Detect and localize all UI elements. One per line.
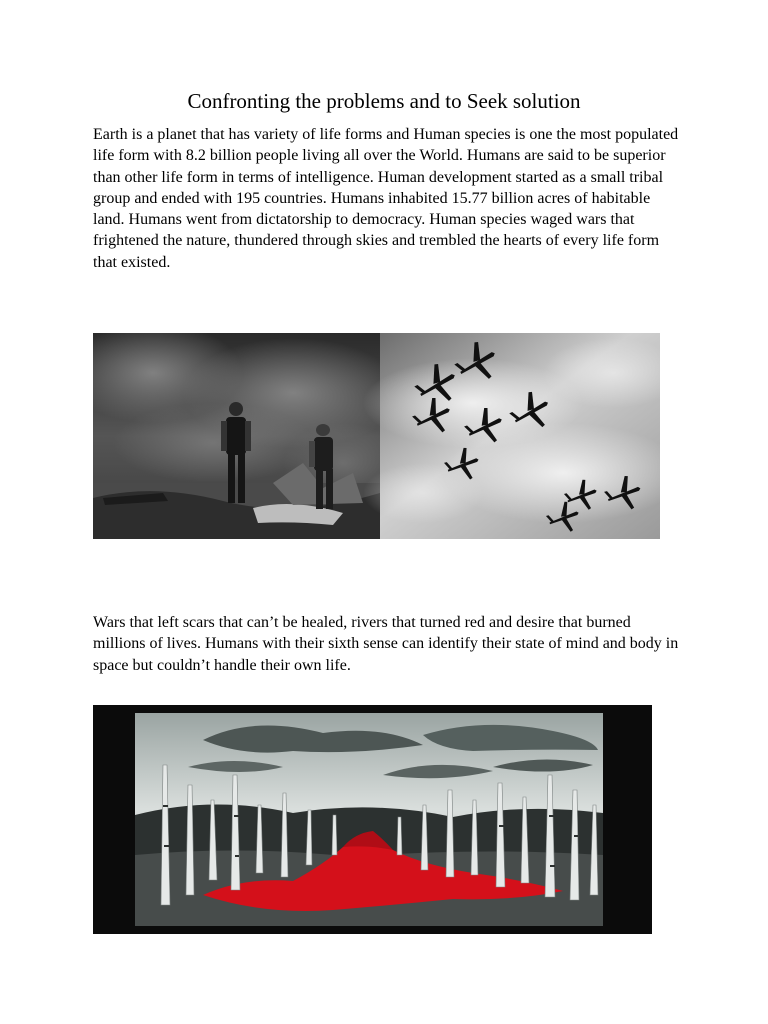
red-river-painting — [93, 705, 652, 934]
paragraph-scars: Wars that left scars that can’t be healed, rivers that turned red and desire that burned millions of lives. Humans with their sixth sense can identify their state of mind and body in space but couldn’t handle their own life. — [93, 614, 679, 674]
document-title: Confronting the problems and to Seek solution — [187, 89, 581, 113]
red-river-painting-graphic — [93, 705, 652, 934]
war-photo-collage-graphic — [93, 333, 660, 539]
paragraph-intro: Earth is a planet that has variety of life forms and Human species is one the most populated life form with 8.2 billion people living all over the World. Humans are said to be superior than other life form in terms of intelligence. Human development started as a small tribal group and ended with 195 countries. Humans inhabited 15.77 billion acres of habitable land. Humans went from dictatorship to democracy. Human species waged wars that frightened the nature, thundered through skies and trembled the hearts of every life form that existed. — [93, 126, 679, 271]
war-photo-collage — [93, 333, 660, 539]
